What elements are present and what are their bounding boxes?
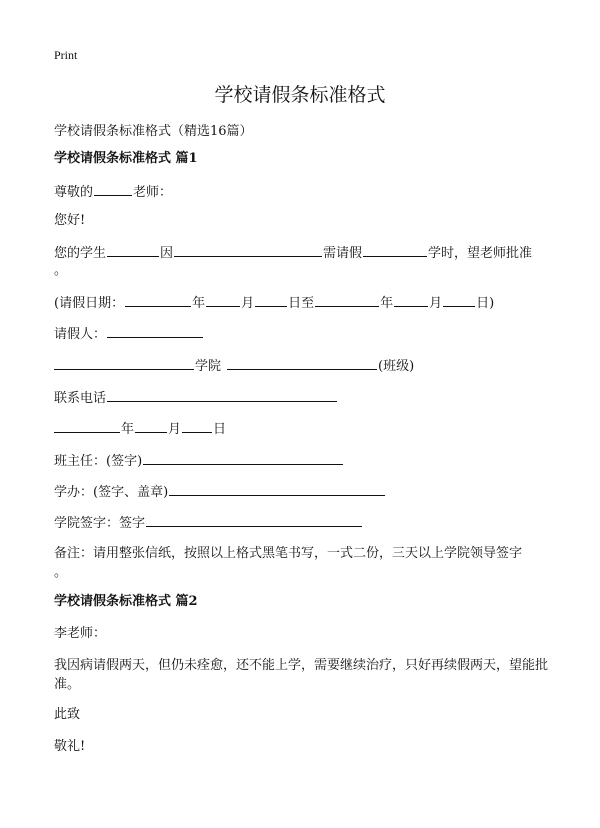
- request-line: [54, 243, 532, 263]
- salutation-prefix: 尊敬的: [54, 185, 94, 200]
- blank-college: [54, 356, 194, 370]
- year-label-2: 年: [380, 296, 394, 311]
- salutation-suffix: 老师：: [133, 185, 173, 200]
- sign-year-label: 年: [121, 422, 135, 437]
- sign-month-label: 月: [168, 422, 182, 437]
- month-label-2: 月: [429, 296, 443, 311]
- blank-year-start: [125, 293, 191, 307]
- section2-salutation: 李老师：: [54, 626, 107, 641]
- applicant-line: [54, 324, 204, 344]
- blank-phone: [107, 388, 337, 402]
- closing-1: 此致: [54, 707, 81, 722]
- class-label: (班级): [378, 359, 415, 374]
- college-line: [54, 356, 414, 376]
- blank-sign-day: [182, 419, 212, 433]
- sign-date-line: [54, 419, 226, 439]
- college-sign-label: 学院签字：签字: [54, 516, 146, 531]
- blank-hours: [363, 243, 427, 257]
- month-label-1: 月: [241, 296, 255, 311]
- greeting: 您好!: [54, 213, 86, 228]
- class-teacher-label: 班主任：(签字): [54, 454, 143, 469]
- blank-month-start: [206, 293, 240, 307]
- blank-day-end: [443, 293, 475, 307]
- salutation-line: [54, 182, 172, 202]
- print-label[interactable]: Print: [54, 48, 78, 62]
- office-label: 学办：(签字、盖章): [54, 485, 169, 500]
- blank-student-name: [107, 243, 159, 257]
- blank-sign-year: [54, 419, 120, 433]
- blank-month-end: [394, 293, 428, 307]
- request-text-student: 您的学生: [54, 246, 107, 261]
- section2-heading: 学校请假条标准格式 篇2: [54, 594, 198, 609]
- date-line: [54, 293, 494, 313]
- blank-applicant: [107, 324, 203, 338]
- section2-body: 我因病请假两天，但仍未痊愈，还不能上学，需要继续治疗，只好再续假两天，望能批准。: [54, 658, 549, 692]
- class-teacher-line: [54, 451, 344, 471]
- blank-sign-month: [135, 419, 167, 433]
- applicant-label: 请假人：: [54, 327, 107, 342]
- blank-class: [227, 356, 377, 370]
- page-title: 学校请假条标准格式: [214, 84, 386, 106]
- subtitle: 学校请假条标准格式（精选16篇）: [54, 124, 253, 139]
- college-sign-line: [54, 513, 363, 533]
- blank-class-teacher: [143, 451, 343, 465]
- note-period: 。: [54, 565, 68, 580]
- request-text-approve: 学时，望老师批准: [428, 246, 533, 261]
- blank-office: [169, 482, 385, 496]
- office-line: [54, 482, 386, 502]
- phone-label: 联系电话: [54, 391, 107, 406]
- college-label: 学院: [195, 359, 222, 374]
- blank-teacher-name: [94, 182, 132, 196]
- blank-college-sign: [146, 513, 362, 527]
- blank-year-end: [315, 293, 379, 307]
- sign-day-label: 日: [213, 422, 227, 437]
- year-label-1: 年: [192, 296, 206, 311]
- blank-reason: [174, 243, 322, 257]
- date-label: (请假日期：: [54, 296, 125, 311]
- day-close-label: 日): [476, 296, 495, 311]
- note-line: 备注：请用整张信纸，按照以上格式黑笔书写，一式二份，三天以上学院领导签字: [54, 546, 523, 561]
- request-text-reason: 因: [160, 246, 174, 261]
- closing-2: 敬礼!: [54, 739, 86, 754]
- section1-heading: 学校请假条标准格式 篇1: [54, 151, 198, 166]
- phone-line: [54, 388, 338, 408]
- blank-day-start: [255, 293, 287, 307]
- day-to-label: 日至: [288, 296, 315, 311]
- request-period: 。: [54, 263, 68, 278]
- request-text-leave: 需请假: [323, 246, 363, 261]
